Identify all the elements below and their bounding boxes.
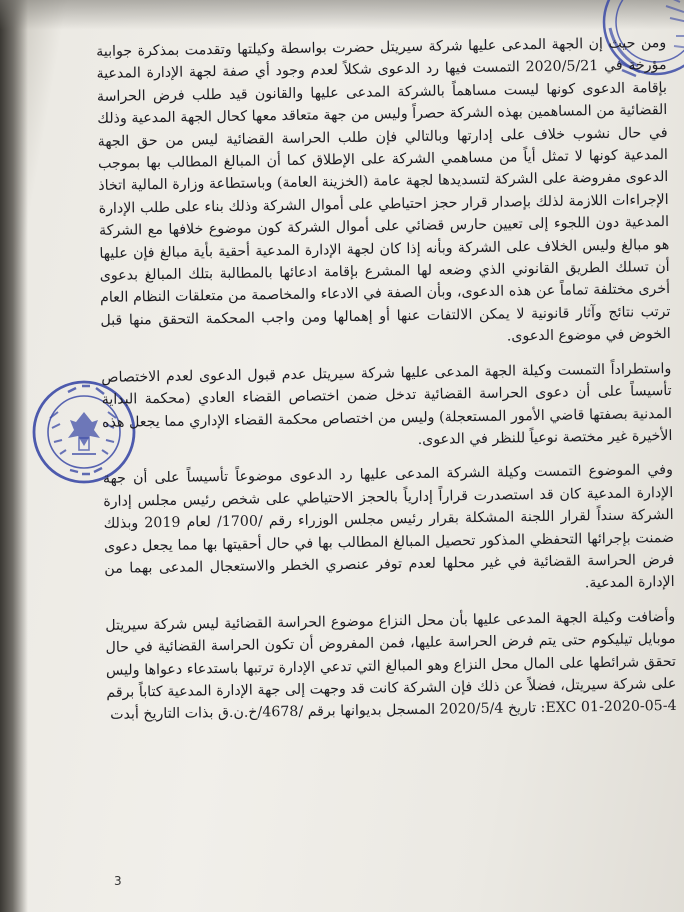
paragraph-jurisdiction: واستطراداً التمست وكيلة الجهة المدعى عليها شركة سيريتل عدم قبول الدعوى لعدم الاختصاص تأسيساً على أن دعوى الحراسة القضائية تدخل ضمن اختصاص القضاء العادي (محكمة البداية المدنية بصفتها قاضي الأمور المستعجلة) وليس من اختصاص محكمة القضاء الإداري مما يجعل هذه الأخيرة غير مختصة نوعياً للنظر في الدعوى. <box>101 360 673 448</box>
paragraph-defendant-memo: ومن حيث إن الجهة المدعى عليها شركة سيريتل حضرت بواسطة وكيلتها وتقدمت بمذكرة جوابية مؤرخة في 2020/5/21 التمست فيها رد الدعوى شكلاً لعدم وجود أي صفة لجهة الإدارة المدعية بإقامة الدعوى كونها ليست مساهماً بالشركة المدعى عليها والقانون قيد طلب فرض الحراسة القضائية من المساهمين بهذه الشركة حصراً وليس من جهة متعاقد معها كحال الجهة المدعية وذلك في حال نشوب خلاف على إدارتها وبالتالي فإن طلب الحراسة القضائية ليس من حق الجهة المدعية كونها لا تمثل أياً من مساهمي الشركة على الإطلاق كما أن المبالغ المطالب بها بموجب الدعوى مفروضة على الشركة لتسديدها لجهة عامة (الخزينة العامة) وباستطاعة وزارة المالية اتخاذ الإجراءات اللازمة لذلك بإصدار قرار حجز احتياطي على أموال الشركة وذلك بناء على طلب الإدارة المدعية دون اللجوء إلى تعيين حارس قضائي على أموال الشركة كون موضوع خلافها مع الشركة هو مبالغ وليس الخلاف على الشركة وبأنه إذا كان لجهة الإدارة المدعية أحقية بأية مبالغ فإن عليها أن تسلك الطريق القانوني الذي وضعه لها المشرع بإقامة ادعائها بالمطالبة بتلك المبالغ بدعوى أخرى مختلفة تماماً عن هذه الدعوى، وبأن الصفة في الادعاء والمخاصمة من متعلقات النظام العام ترتب نتائج وآثار قانونية لا يمكن الالتفات عنها أو إهمالها ومن واجب المحكمة التحقق منها قبل الخوض في موضوع الدعوى. <box>96 34 671 345</box>
page-number: 3 <box>114 874 122 888</box>
document-body <box>96 32 677 727</box>
page-edge-shadow <box>0 0 28 912</box>
paragraph-merits: وفي الموضوع التمست وكيلة الشركة المدعى عليها رد الدعوى موضوعاً تأسيساً على أن جهة الإدارة المدعية كان قد استصدرت قراراً إدارياً بالحجز الاحتياطي على شخص رئيس مجلس إدارة الشركة سنداً لقرار اللجنة المشكلة بقرار رئيس مجلس الوزراء رقم /1700/ لعام 2019 وبذلك ضمنت بإجرائها التحفظي المذكور تحصيل المبالغ المطالب بها في حال أحقيتها بها مما يجعل دعوى فرض الحراسة القضائية في غير محلها لعدم توفر عنصري الخطر والاستعجال المدعى بهما من الإدارة المدعية. <box>102 462 675 592</box>
paragraph-subject-of-dispute: وأضافت وكيلة الجهة المدعى عليها بأن محل النزاع موضوع الحراسة القضائية ليس شركة سيريتل موبايل تيليكوم حتى يتم فرض الحراسة عليها، فمن المفروض أن تكون الحراسة القضائية في حال تحقق شرائطها على المال محل النزاع وهو المبالغ التي تدعي الإدارة ترتبها باستدعاء دعواها وليس على شركة سيريتل، فضلاً عن ذلك فإن الشركة كانت قد وجهت إلى جهة الإدارة المدعية كتاباً برقم EXC 01-2020-05-4: تاريخ 2020/5/4 المسجل بديوانها برقم /4678/خ.ن.ق بذات التاريخ أبدت <box>105 608 677 724</box>
